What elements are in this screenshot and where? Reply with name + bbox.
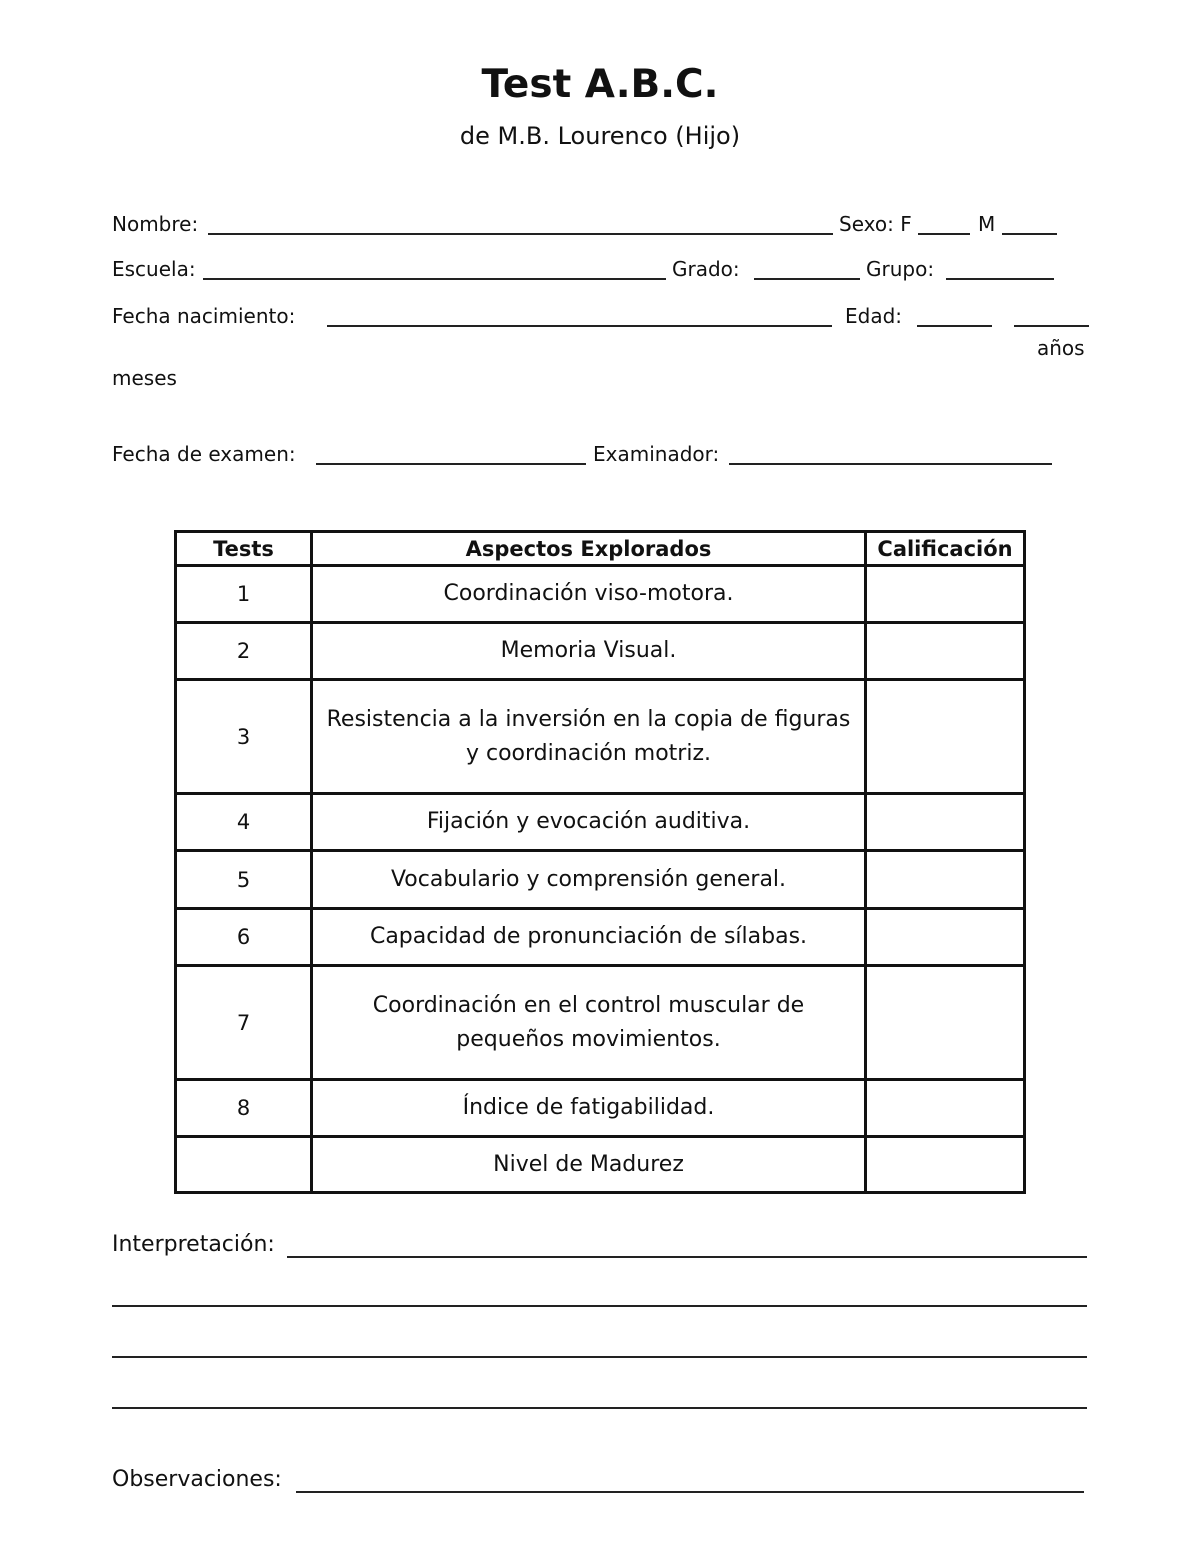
test-number: 2 bbox=[176, 623, 312, 680]
test-aspect: Índice de fatigabilidad. bbox=[312, 1080, 866, 1137]
interpretacion-line-2[interactable] bbox=[112, 1305, 1087, 1307]
grupo-field[interactable] bbox=[946, 278, 1054, 280]
table-row bbox=[176, 794, 1025, 851]
test-aspect: Resistencia a la inversión en la copia de figuras y coordinación motriz. bbox=[312, 680, 866, 794]
grado-label: Grado: bbox=[672, 257, 740, 281]
nombre-label: Nombre: bbox=[112, 212, 199, 236]
test-number bbox=[176, 1137, 312, 1193]
observaciones-line[interactable] bbox=[296, 1491, 1084, 1493]
test-aspect: Coordinación en el control muscular de pequeños movimientos. bbox=[312, 966, 866, 1080]
table-row bbox=[176, 851, 1025, 909]
nombre-field[interactable] bbox=[208, 233, 833, 235]
fecha-examen-label: Fecha de examen: bbox=[112, 442, 296, 466]
examinador-label: Examinador: bbox=[593, 442, 720, 466]
interpretacion-label: Interpretación: bbox=[112, 1232, 275, 1257]
table-row bbox=[176, 1080, 1025, 1137]
test-score-cell[interactable] bbox=[866, 1137, 1025, 1193]
header-aspectos: Aspectos Explorados bbox=[312, 532, 866, 566]
edad-anos-field[interactable] bbox=[917, 325, 992, 327]
sexo-label: Sexo: F bbox=[839, 212, 912, 236]
test-aspect: Memoria Visual. bbox=[312, 623, 866, 680]
test-number: 3 bbox=[176, 680, 312, 794]
table-row bbox=[176, 680, 1025, 794]
sexo-f-field[interactable] bbox=[918, 233, 970, 235]
tests-table bbox=[174, 530, 1026, 1194]
meses-label: meses bbox=[112, 366, 177, 390]
test-number: 5 bbox=[176, 851, 312, 909]
test-score-cell[interactable] bbox=[866, 966, 1025, 1080]
interpretacion-line-4[interactable] bbox=[112, 1407, 1087, 1409]
table-header-row bbox=[176, 532, 1025, 566]
test-aspect: Nivel de Madurez bbox=[312, 1137, 866, 1193]
test-score-cell[interactable] bbox=[866, 909, 1025, 966]
sexo-m-field[interactable] bbox=[1002, 233, 1057, 235]
fecha-examen-field[interactable] bbox=[316, 463, 586, 465]
table-row-total bbox=[176, 1137, 1025, 1193]
table-row bbox=[176, 566, 1025, 623]
escuela-field[interactable] bbox=[203, 278, 666, 280]
test-number: 4 bbox=[176, 794, 312, 851]
test-aspect: Coordinación viso-motora. bbox=[312, 566, 866, 623]
test-score-cell[interactable] bbox=[866, 623, 1025, 680]
interpretacion-line-3[interactable] bbox=[112, 1356, 1087, 1358]
grupo-label: Grupo: bbox=[866, 257, 935, 281]
test-number: 7 bbox=[176, 966, 312, 1080]
document-title: Test A.B.C. bbox=[481, 62, 719, 107]
test-score-cell[interactable] bbox=[866, 851, 1025, 909]
edad-label: Edad: bbox=[845, 304, 903, 328]
header-tests: Tests bbox=[176, 532, 312, 566]
test-aspect: Vocabulario y comprensión general. bbox=[312, 851, 866, 909]
document-subtitle: de M.B. Lourenco (Hijo) bbox=[459, 122, 741, 150]
test-score-cell[interactable] bbox=[866, 680, 1025, 794]
edad-meses-field[interactable] bbox=[1014, 325, 1089, 327]
sexo-m-label: M bbox=[978, 212, 996, 236]
test-aspect: Capacidad de pronunciación de sílabas. bbox=[312, 909, 866, 966]
table-row bbox=[176, 623, 1025, 680]
table-row bbox=[176, 909, 1025, 966]
header-calificacion: Calificación bbox=[866, 532, 1025, 566]
escuela-label: Escuela: bbox=[112, 257, 196, 281]
examinador-field[interactable] bbox=[729, 463, 1052, 465]
observaciones-label: Observaciones: bbox=[112, 1467, 282, 1492]
test-score-cell[interactable] bbox=[866, 794, 1025, 851]
test-number: 6 bbox=[176, 909, 312, 966]
table-row bbox=[176, 966, 1025, 1080]
anos-label: años bbox=[1037, 336, 1085, 360]
interpretacion-line-1[interactable] bbox=[287, 1256, 1087, 1258]
test-number: 1 bbox=[176, 566, 312, 623]
test-aspect: Fijación y evocación auditiva. bbox=[312, 794, 866, 851]
fecha-nacimiento-field[interactable] bbox=[327, 325, 832, 327]
test-score-cell[interactable] bbox=[866, 1080, 1025, 1137]
fecha-nacimiento-label: Fecha nacimiento: bbox=[112, 304, 296, 328]
grado-field[interactable] bbox=[754, 278, 860, 280]
test-number: 8 bbox=[176, 1080, 312, 1137]
test-score-cell[interactable] bbox=[866, 566, 1025, 623]
